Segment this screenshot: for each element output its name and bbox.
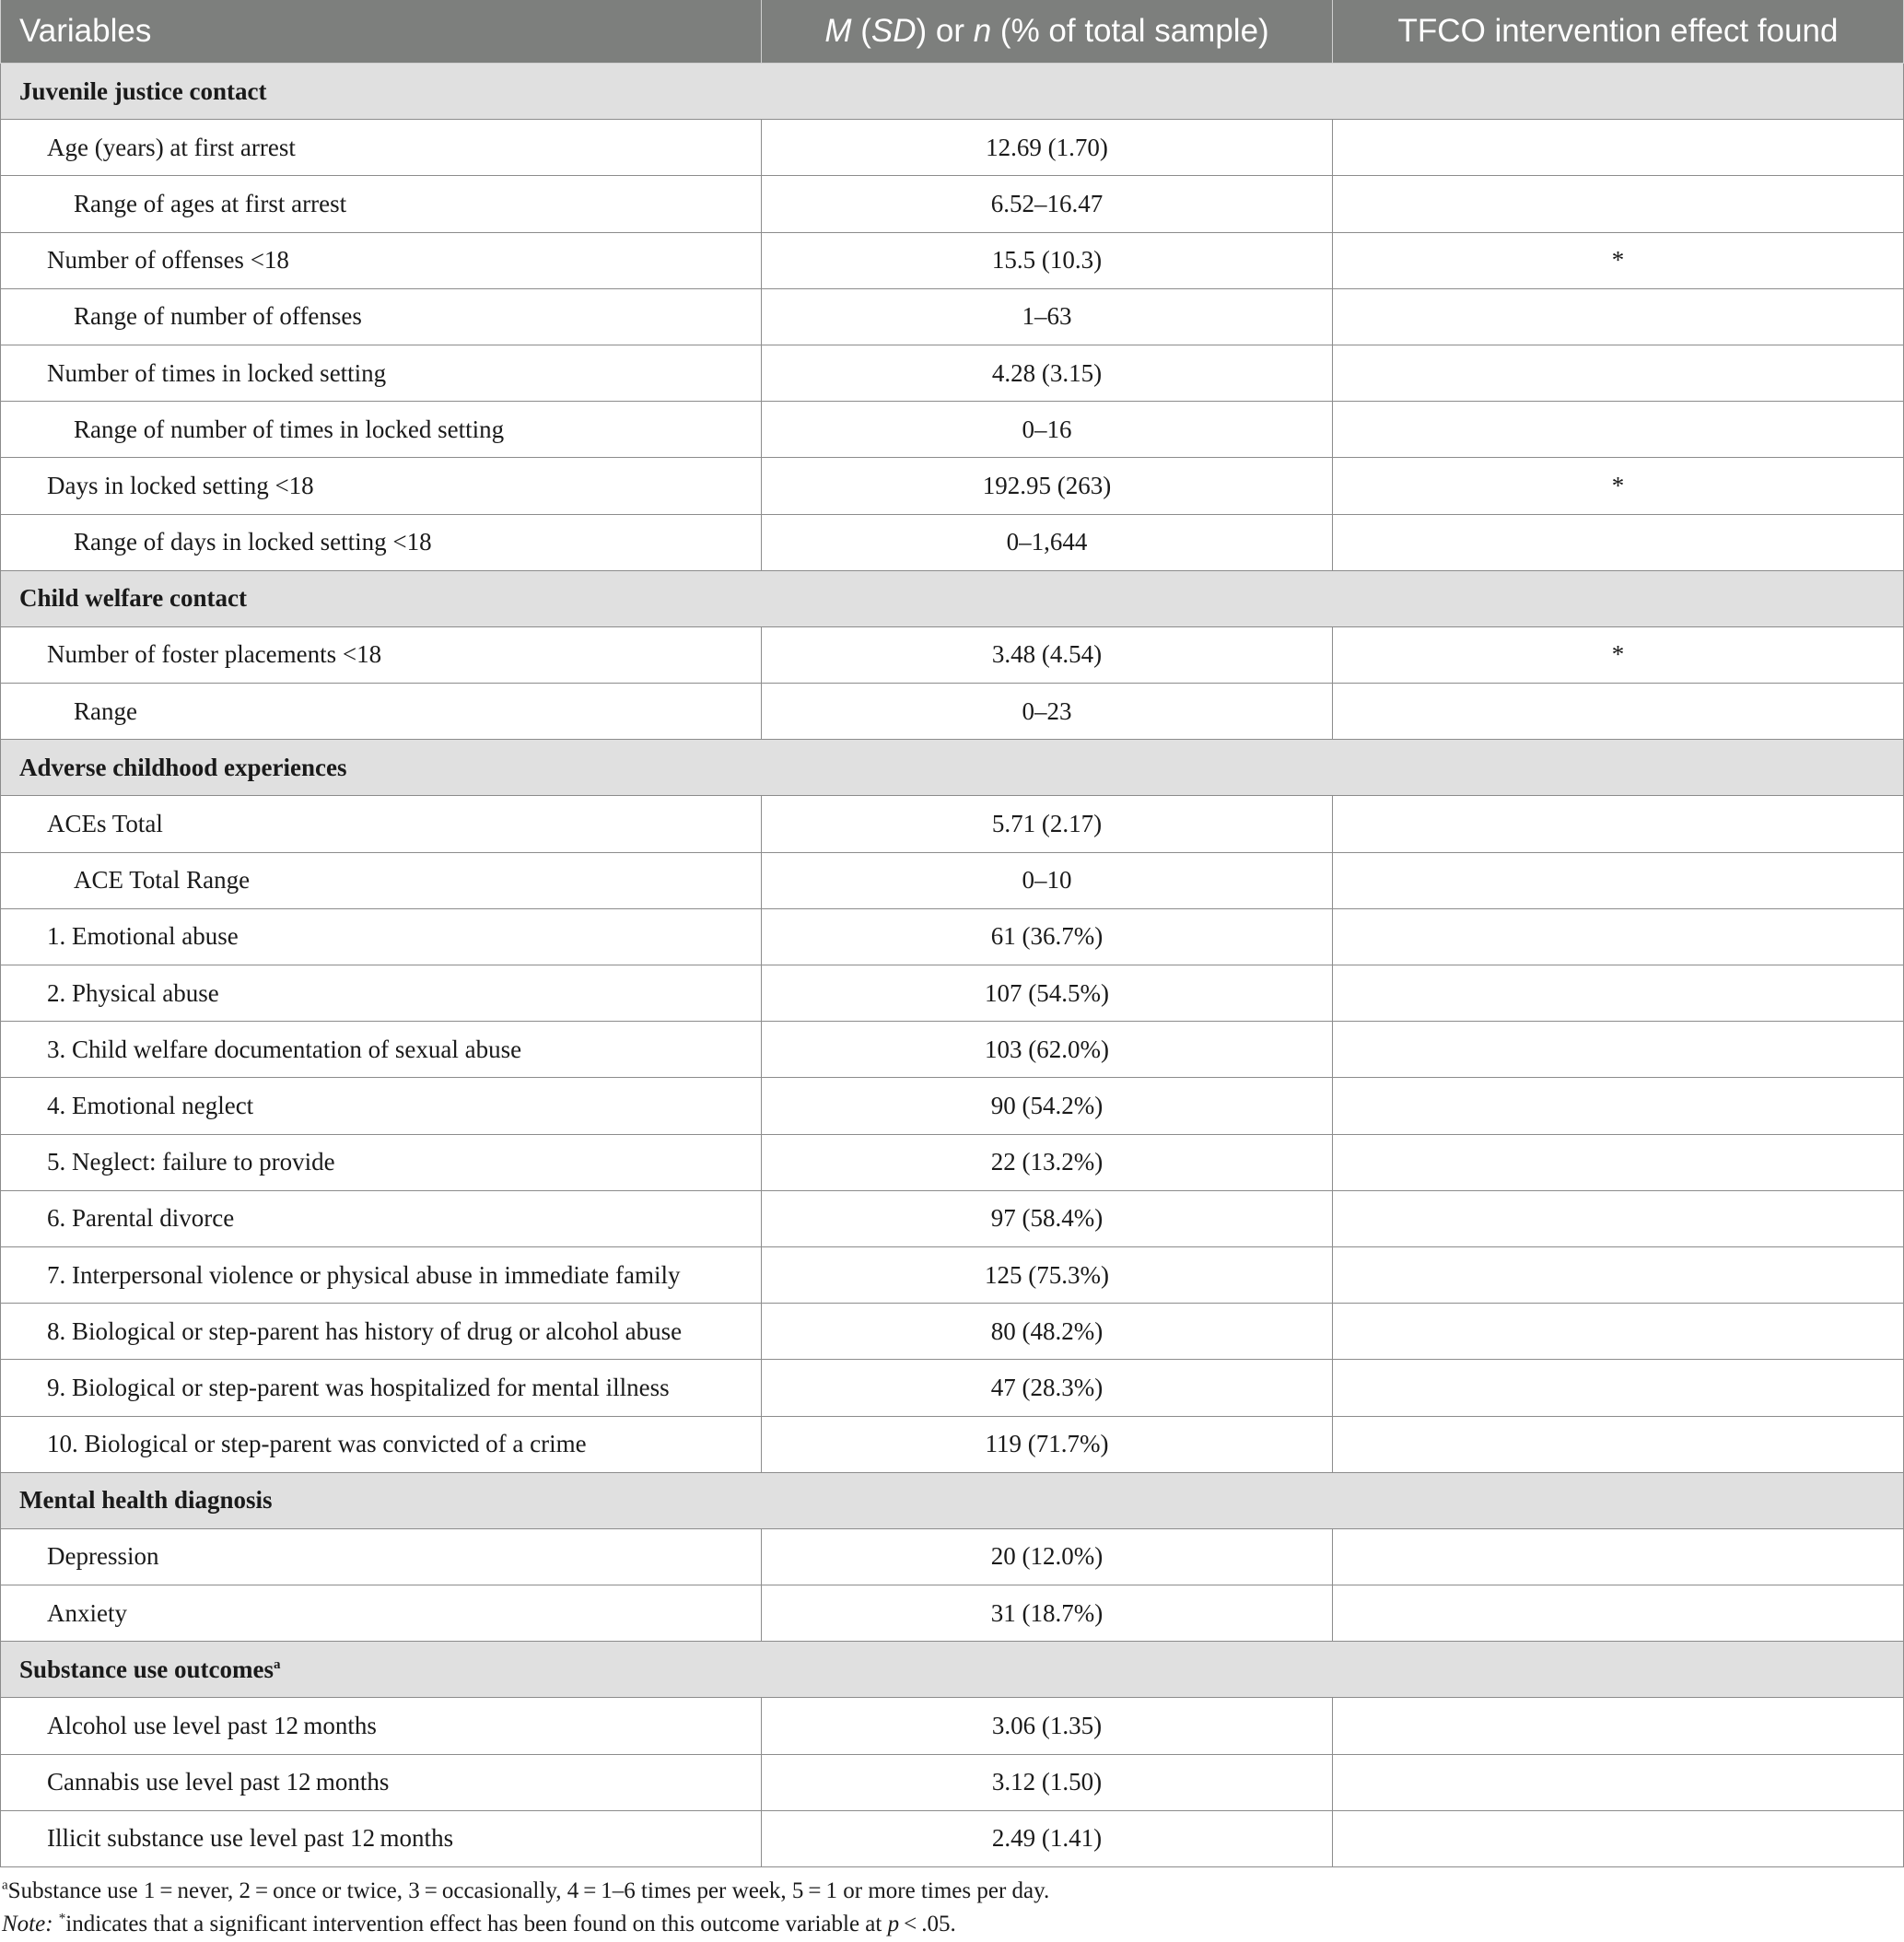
variable-label: 9. Biological or step-parent was hospitalized for mental illness — [1, 1360, 762, 1416]
variable-label: Range — [1, 684, 762, 740]
variable-label: Anxiety — [1, 1585, 762, 1642]
header-statistics — [762, 0, 1333, 64]
section-title-text: Substance use outcomes — [19, 1655, 275, 1683]
statistic-value: 107 (54.5%) — [762, 965, 1333, 1022]
footnote-note — [2, 1908, 1049, 1941]
intervention-effect-cell: * — [1333, 626, 1904, 683]
header-or: ) or — [916, 13, 974, 49]
header-variables: Variables — [1, 0, 762, 64]
table-row — [1, 908, 1904, 965]
intervention-effect-cell — [1333, 796, 1904, 852]
variable-label: Range of days in locked setting <18 — [1, 514, 762, 570]
statistic-value: 61 (36.7%) — [762, 908, 1333, 965]
variable-label: 3. Child welfare documentation of sexual abuse — [1, 1022, 762, 1078]
section-row — [1, 64, 1904, 120]
table-row — [1, 232, 1904, 288]
statistic-value: 0–16 — [762, 402, 1333, 458]
header-row — [1, 0, 1904, 64]
statistic-value: 103 (62.0%) — [762, 1022, 1333, 1078]
footnote-note-p: p — [887, 1912, 900, 1936]
statistic-value: 47 (28.3%) — [762, 1360, 1333, 1416]
intervention-effect-cell — [1333, 908, 1904, 965]
intervention-effect-cell: * — [1333, 458, 1904, 514]
intervention-effect-cell — [1333, 1246, 1904, 1303]
statistic-value: 1–63 — [762, 288, 1333, 345]
table-body — [1, 64, 1904, 1867]
table-row — [1, 1528, 1904, 1585]
table-row — [1, 1078, 1904, 1134]
section-row — [1, 570, 1904, 626]
intervention-effect-cell — [1333, 402, 1904, 458]
intervention-effect-cell — [1333, 1360, 1904, 1416]
section-row — [1, 1472, 1904, 1528]
variable-label: 6. Parental divorce — [1, 1190, 762, 1246]
variable-label: Cannabis use level past 12 months — [1, 1754, 762, 1810]
table-row — [1, 1810, 1904, 1866]
intervention-effect-cell — [1333, 1585, 1904, 1642]
intervention-effect-cell — [1333, 1078, 1904, 1134]
variable-label: Range of number of times in locked setting — [1, 402, 762, 458]
intervention-effect-cell — [1333, 1416, 1904, 1472]
header-sd: SD — [870, 13, 917, 49]
statistic-value: 5.71 (2.17) — [762, 796, 1333, 852]
footnote-a — [2, 1875, 1049, 1908]
section-title — [1, 740, 1904, 796]
section-title — [1, 64, 1904, 120]
statistic-value: 3.06 (1.35) — [762, 1698, 1333, 1754]
section-row — [1, 740, 1904, 796]
section-title — [1, 1642, 1904, 1698]
header-paren-open: ( — [851, 13, 871, 49]
statistic-value: 0–10 — [762, 852, 1333, 908]
intervention-effect-cell — [1333, 1528, 1904, 1585]
variable-label: 2. Physical abuse — [1, 965, 762, 1022]
section-title-text: Mental health diagnosis — [19, 1486, 273, 1515]
intervention-effect-cell — [1333, 1190, 1904, 1246]
intervention-effect-cell — [1333, 120, 1904, 176]
statistic-value: 2.49 (1.41) — [762, 1810, 1333, 1866]
footnote-note-marker: * — [58, 1911, 66, 1926]
table-row — [1, 684, 1904, 740]
header-n: n — [973, 13, 992, 49]
section-title — [1, 1472, 1904, 1528]
statistic-value: 0–23 — [762, 684, 1333, 740]
variable-label: 10. Biological or step-parent was convicted of a crime — [1, 1416, 762, 1472]
section-footnote-marker: a — [274, 1656, 281, 1672]
table-row — [1, 852, 1904, 908]
intervention-effect-cell — [1333, 345, 1904, 401]
footnote-note-text: indicates that a significant intervention effect has been found on this outcome variable at — [65, 1912, 888, 1936]
statistic-value: 6.52–16.47 — [762, 176, 1333, 232]
section-title-text: Juvenile justice contact — [19, 76, 267, 105]
table-row — [1, 1754, 1904, 1810]
table-row — [1, 1022, 1904, 1078]
table-footnotes — [0, 1875, 1049, 1941]
statistic-value: 90 (54.2%) — [762, 1078, 1333, 1134]
statistic-value: 3.48 (4.54) — [762, 626, 1333, 683]
intervention-effect-cell — [1333, 176, 1904, 232]
variable-label: 8. Biological or step-parent has history of drug or alcohol abuse — [1, 1304, 762, 1360]
variable-label: Range of ages at first arrest — [1, 176, 762, 232]
footnote-a-marker: a — [2, 1878, 8, 1893]
table-row — [1, 458, 1904, 514]
table-row — [1, 965, 1904, 1022]
variable-label: ACE Total Range — [1, 852, 762, 908]
variable-label: Illicit substance use level past 12 months — [1, 1810, 762, 1866]
table-row — [1, 288, 1904, 345]
variable-label: Days in locked setting <18 — [1, 458, 762, 514]
footnote-note-end: < .05. — [899, 1912, 956, 1936]
statistic-value: 12.69 (1.70) — [762, 120, 1333, 176]
header-percent: (% of total sample) — [991, 13, 1269, 49]
variable-label: Alcohol use level past 12 months — [1, 1698, 762, 1754]
variable-label: 5. Neglect: failure to provide — [1, 1134, 762, 1190]
variable-label: Age (years) at first arrest — [1, 120, 762, 176]
header-intervention-effect: TFCO intervention effect found — [1333, 0, 1904, 64]
table-row — [1, 402, 1904, 458]
statistic-value: 125 (75.3%) — [762, 1246, 1333, 1303]
intervention-effect-cell — [1333, 852, 1904, 908]
table-row — [1, 626, 1904, 683]
footnote-note-label: Note: — [2, 1912, 53, 1936]
table-row — [1, 345, 1904, 401]
statistic-value: 119 (71.7%) — [762, 1416, 1333, 1472]
table-row — [1, 120, 1904, 176]
statistic-value: 22 (13.2%) — [762, 1134, 1333, 1190]
table-row — [1, 796, 1904, 852]
table-row — [1, 1360, 1904, 1416]
variable-label: Depression — [1, 1528, 762, 1585]
intervention-effect-cell — [1333, 514, 1904, 570]
table-row — [1, 1585, 1904, 1642]
intervention-effect-cell: * — [1333, 232, 1904, 288]
statistic-value: 20 (12.0%) — [762, 1528, 1333, 1585]
table-row — [1, 514, 1904, 570]
statistic-value: 97 (58.4%) — [762, 1190, 1333, 1246]
variable-label: 1. Emotional abuse — [1, 908, 762, 965]
variable-label: Number of times in locked setting — [1, 345, 762, 401]
table-header — [1, 0, 1904, 64]
variable-label: Number of offenses <18 — [1, 232, 762, 288]
intervention-effect-cell — [1333, 1754, 1904, 1810]
intervention-effect-cell — [1333, 684, 1904, 740]
table-row — [1, 1698, 1904, 1754]
variable-label: 7. Interpersonal violence or physical abuse in immediate family — [1, 1246, 762, 1303]
intervention-effect-cell — [1333, 1304, 1904, 1360]
table-row — [1, 1246, 1904, 1303]
section-title-text: Adverse childhood experiences — [19, 753, 347, 781]
statistic-value: 4.28 (3.15) — [762, 345, 1333, 401]
intervention-effect-cell — [1333, 288, 1904, 345]
table-row — [1, 1134, 1904, 1190]
statistic-value: 31 (18.7%) — [762, 1585, 1333, 1642]
section-title-text: Child welfare contact — [19, 584, 247, 613]
section-row — [1, 1642, 1904, 1698]
intervention-effect-cell — [1333, 1810, 1904, 1866]
variable-label: Number of foster placements <18 — [1, 626, 762, 683]
statistic-value: 0–1,644 — [762, 514, 1333, 570]
intervention-effect-cell — [1333, 1698, 1904, 1754]
header-m: M — [824, 13, 852, 49]
footnote-a-text: Substance use 1 = never, 2 = once or twice, 3 = occasionally, 4 = 1–6 times per week, 5 = 1 or more times per day. — [7, 1878, 1050, 1903]
table-row — [1, 176, 1904, 232]
variable-label: ACEs Total — [1, 796, 762, 852]
table-row — [1, 1416, 1904, 1472]
intervention-effect-cell — [1333, 1022, 1904, 1078]
statistic-value: 192.95 (263) — [762, 458, 1333, 514]
statistic-value: 80 (48.2%) — [762, 1304, 1333, 1360]
variable-label: Range of number of offenses — [1, 288, 762, 345]
table-row — [1, 1304, 1904, 1360]
statistic-value: 3.12 (1.50) — [762, 1754, 1333, 1810]
variable-label: 4. Emotional neglect — [1, 1078, 762, 1134]
statistic-value: 15.5 (10.3) — [762, 232, 1333, 288]
intervention-effect-cell — [1333, 1134, 1904, 1190]
intervention-effect-cell — [1333, 965, 1904, 1022]
table-row — [1, 1190, 1904, 1246]
section-title — [1, 570, 1904, 626]
